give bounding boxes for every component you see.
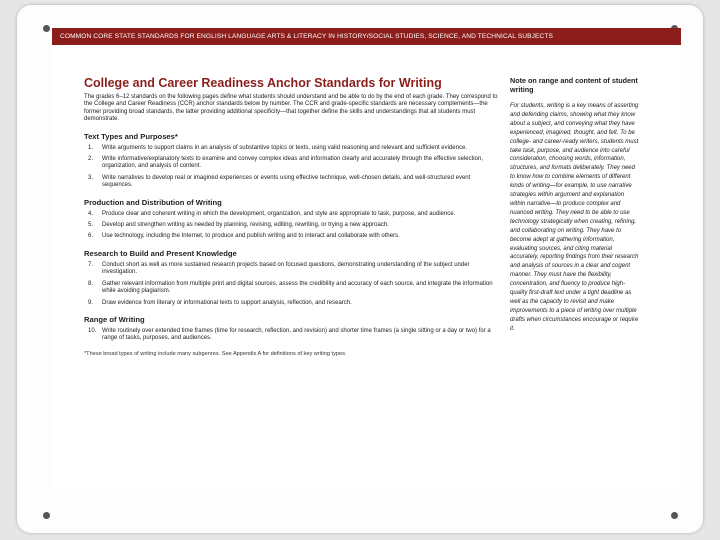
standard-text: Use technology, including the Internet, to produce and publish writing and to interact and collaborate with others. [102, 233, 400, 240]
note-body: For students, writing is a key means of asserting and defending claims, showing what they know about a subject, and conveying what they have experienced, imagined, thought, and felt. To be college- and career-ready writers, students must take task, purpose, and audience into careful consideration, choosing words, information, structures, and formats deliberately. They need to know how to combine elements of different kinds of writing—for example, to use narrative strategies within argument and explanation within narrative—to produce complex and nuanced writing. They need to be able to use technology strategically when creating, refining, and collaborating on writing. They have to become adept at gathering information, evaluating sources, and citing material accurately, reporting findings from their research and analysis of sources in a clear and cogent manner. They must have the flexibility, concentration, and fluency to produce high-quality first-draft text under a tight deadline as well as the capacity to revisit and make improvements to a piece of writing over multiple drafts when circumstances encourage or require it. [510, 103, 639, 332]
intro-paragraph: The grades 6–12 standards on the following pages define what students should understand and be able to do by the end of each grade. They correspond to the College and Career Readiness (CCR) anchor standards below by number. The CCR and grade-specific standards are necessary complements—the former providing broad standards, the latter providing additional specificity—that together define the skills and understandings that all students must demonstrate. [84, 94, 498, 123]
standard-text: Draw evidence from literary or informational texts to support analysis, reflection, and research. [102, 299, 352, 306]
standard-text: Write routinely over extended time frames (time for research, reflection, and revision) and shorter time frames (a single sitting or a day or two) for a range of tasks, purposes, and audiences. [102, 327, 491, 342]
standard-number: 9. [88, 299, 94, 306]
side-note [510, 76, 640, 334]
section-heading: Production and Distribution of Writing [84, 197, 222, 207]
section-heading: Research to Build and Present Knowledge [84, 248, 237, 258]
section-heading: Range of Writing [84, 314, 145, 324]
standard-item [84, 300, 499, 307]
standard-number: 7. [88, 261, 94, 268]
section-text-types [84, 132, 499, 190]
document-page [52, 28, 681, 490]
footnote: *These broad types of writing include many subgenres. See Appendix A for definitions of key writing types. [84, 350, 347, 357]
standard-number: 1. [88, 144, 94, 151]
standard-text: Write informative/explanatory texts to examine and convey complex ideas and information clearly and accurately through the effective selection, organization, and analysis of content. [102, 156, 483, 170]
corner-dot [43, 25, 50, 32]
standard-item [84, 328, 499, 343]
standard-item [84, 175, 499, 190]
header-banner: COMMON CORE STATE STANDARDS FOR ENGLISH LANGUAGE ARTS & LITERACY IN HISTORY/SOCIAL STUDIES, SCIENCE, AND TECHNICAL SUBJECTS [52, 28, 681, 45]
standard-text: Develop and strengthen writing as needed by planning, revising, editing, rewriting, or trying a new approach. [102, 222, 389, 229]
standard-item [84, 211, 499, 218]
standard-text: Gather relevant information from multiple print and digital sources, assess the credibility and accuracy of each source, and integrate the information while avoiding plagiarism. [102, 280, 493, 295]
main-column [84, 76, 499, 357]
standard-text: Conduct short as well as more sustained research projects based on focused questions, demonstrating understanding of the subject under investigation. [102, 261, 470, 276]
standard-item [84, 156, 499, 171]
note-heading: Note on range and content of student writing [510, 76, 638, 94]
section-range [84, 315, 499, 343]
standard-number: 8. [88, 280, 94, 287]
standard-item [84, 233, 499, 240]
corner-dot [671, 512, 678, 519]
standard-number: 10. [88, 327, 97, 334]
standard-text: Write arguments to support claims in an analysis of substantive topics or texts, using valid reasoning and relevant and sufficient evidence. [102, 144, 467, 151]
standard-number: 4. [88, 210, 94, 217]
standard-number: 5. [88, 222, 94, 229]
standard-item [84, 281, 499, 296]
standard-text: Write narratives to develop real or imagined experiences or events using effective technique, well-chosen details, and well-structured event sequences. [102, 174, 471, 189]
section-production [84, 198, 499, 241]
standard-item [84, 262, 499, 277]
page-title: College and Career Readiness Anchor Standards for Writing [84, 76, 442, 90]
corner-dot [43, 512, 50, 519]
standard-number: 2. [88, 156, 94, 163]
standard-text: Produce clear and coherent writing in which the development, organization, and style are appropriate to task, purpose, and audience. [102, 210, 456, 217]
standard-item [84, 145, 499, 152]
section-research [84, 249, 499, 307]
standard-number: 6. [88, 233, 94, 240]
standard-number: 3. [88, 174, 94, 181]
standard-item [84, 222, 499, 229]
section-heading: Text Types and Purposes* [84, 131, 178, 141]
